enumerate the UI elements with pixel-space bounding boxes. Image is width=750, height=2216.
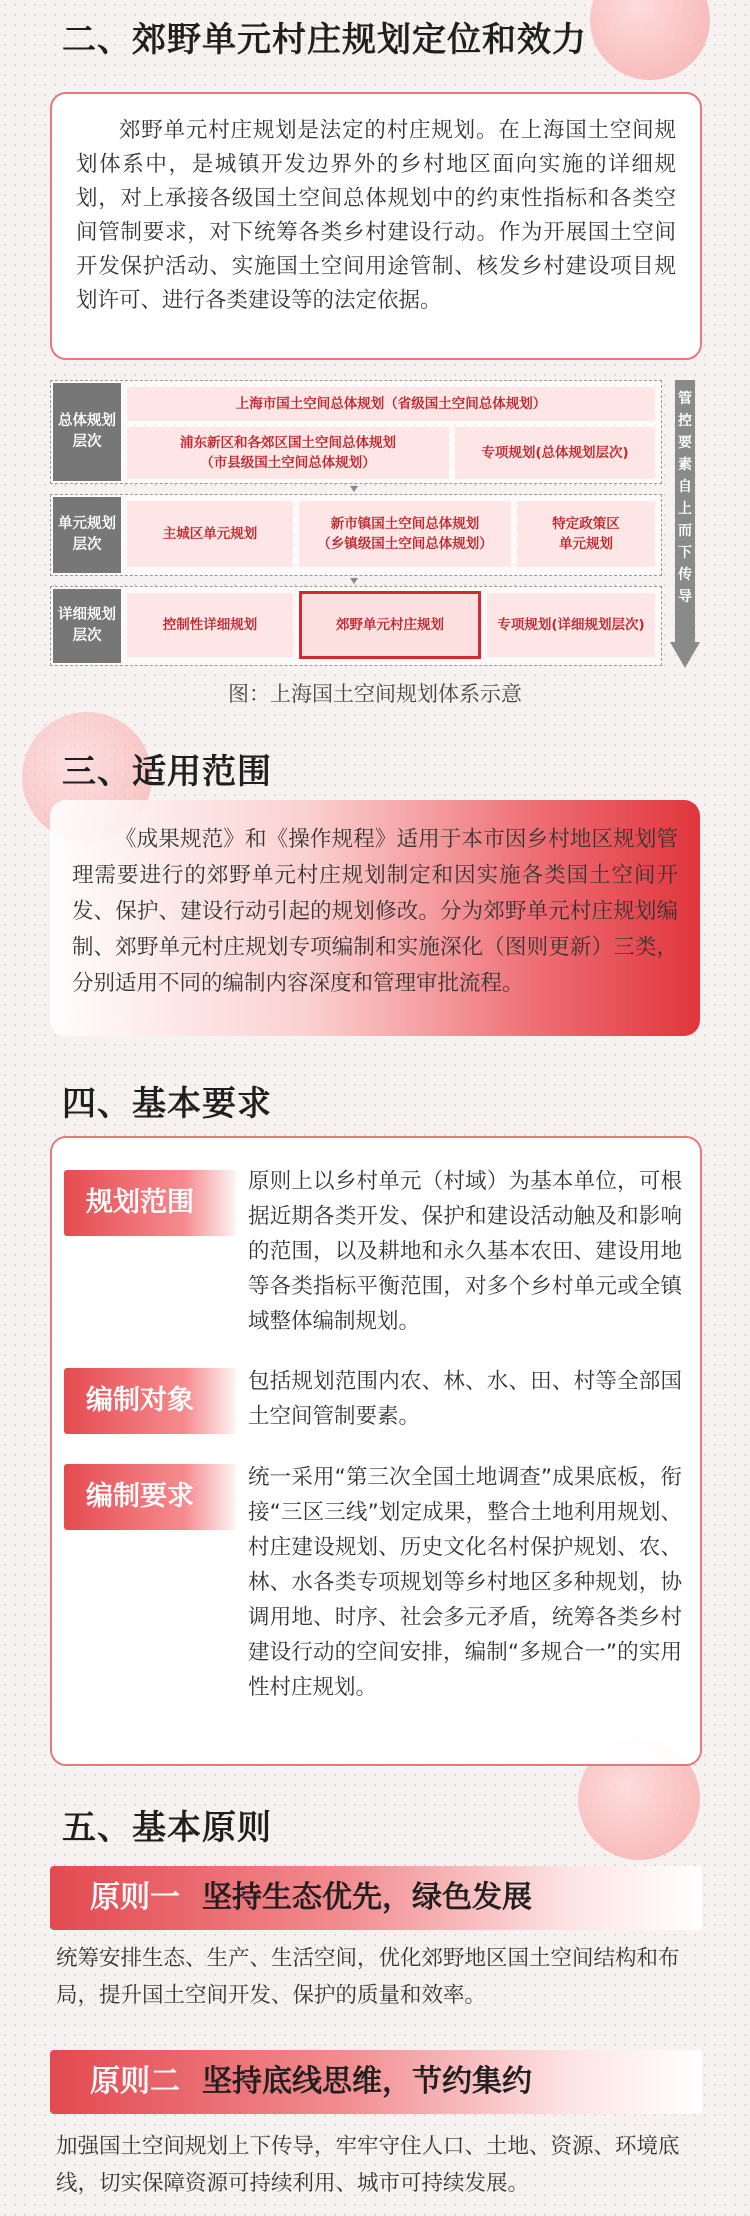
tier-unit-label: 单元规划层次 <box>53 497 121 573</box>
cell-new-town-plan <box>299 501 511 567</box>
cell-district-line1: 浦东新区和各郊区国土空间总体规划 <box>180 435 396 451</box>
cell-special-policy-line1: 特定政策区 <box>552 516 620 532</box>
side-arrow-text: 管控要素自上而下传导 <box>678 391 692 605</box>
cell-special-plan-detailed: 专项规划(详细规划层次) <box>487 593 655 657</box>
cell-shanghai-master-plan: 上海市国土空间总体规划（省级国土空间总体规划） <box>127 387 655 421</box>
section2-title: 二、郊野单元村庄规划定位和效力 <box>62 20 587 60</box>
principle1-banner <box>50 1866 702 1930</box>
down-arrow-1 <box>350 486 358 492</box>
cell-special-policy-line2: 单元规划 <box>559 536 613 552</box>
section4-title: 四、基本要求 <box>62 1084 272 1124</box>
cell-special-plan-overall: 专项规划(总体规划层次) <box>455 427 655 479</box>
diagram-caption: 图：上海国土空间规划体系示意 <box>228 682 522 706</box>
req-text-scope: 原则上以乡村单元（村域）为基本单位，可根据近期各类开发、保护和建设活动触及和影响的范围，以及耕地和永久基本农田、建设用地等各类指标平衡范围，对多个乡村单元或全镇域整体编制规划。 <box>248 1169 682 1334</box>
planning-system-diagram <box>50 376 702 674</box>
section4-box <box>50 1136 702 1766</box>
section3-box <box>50 800 700 1036</box>
principle2-title: 坚持底线思维，节约集约 <box>202 2064 532 2099</box>
cell-special-policy-zone <box>517 501 655 567</box>
req-label-requirements: 编制要求 <box>64 1464 236 1530</box>
cell-new-town-line2: （乡镇级国土空间总体规划） <box>317 536 493 552</box>
cell-main-city-unit: 主城区单元规划 <box>127 501 293 567</box>
section2-box <box>50 92 702 360</box>
tier-unit <box>50 494 662 576</box>
section3-title: 三、适用范围 <box>62 752 272 792</box>
tier-detailed-label: 详细规划层次 <box>53 589 121 663</box>
section5-title: 五、基本原则 <box>62 1808 272 1848</box>
principle2-banner <box>50 2050 702 2114</box>
cell-new-town-line1: 新市镇国土空间总体规划 <box>330 516 480 532</box>
tier-detailed <box>50 586 662 666</box>
req-text-object: 包括规划范围内农、林、水、田、村等全部国土空间管制要素。 <box>248 1369 682 1429</box>
decor-circle-top-right <box>590 0 710 80</box>
section2-paragraph: 郊野单元村庄规划是法定的村庄规划。在上海国土空间规划体系中，是城镇开发边界外的乡村地区面向实施的详细规划，对上承接各级国土空间总体规划中的约束性指标和各类空间管制要求，对下统筹各类乡村建设行动。作为开展国土空间开发保护活动、实施国土空间用途管制、核发乡村建设项目规划许可、进行各类建设等的法定依据。 <box>76 118 676 313</box>
section3-paragraph: 《成果规范》和《操作规程》适用于本市因乡村地区规划管理需要进行的郊野单元村庄规划制定和因实施各类国土空间开发、保护、建设行动引起的规划修改。分为郊野单元村庄规划编制、郊野单元村庄规划专项编制和实施深化（图则更新）三类，分别适用不同的编制内容深度和管理审批流程。 <box>72 827 678 996</box>
cell-regulatory-detailed: 控制性详细规划 <box>127 593 293 657</box>
control-transmission-arrow <box>670 380 700 670</box>
principle1-num: 原则一 <box>90 1880 180 1915</box>
side-arrow-head <box>670 642 700 668</box>
cell-district-line2: （市县级国土空间总体规划） <box>200 455 376 471</box>
tier-overall <box>50 380 662 484</box>
cell-suburban-village-plan: 郊野单元村庄规划 <box>299 591 481 659</box>
principle2-text: 加强国土空间规划上下传导，牢牢守住人口、土地、资源、环境底线，切实保障资源可持续利用、城市可持续发展。 <box>56 2134 680 2196</box>
req-label-object: 编制对象 <box>64 1368 236 1434</box>
cell-district-master-plan <box>127 427 449 479</box>
tier-overall-label: 总体规划层次 <box>53 383 121 481</box>
principle1-text: 统筹安排生态、生产、生活空间，优化郊野地区国土空间结构和布局，提升国土空间开发、保护的质量和效率。 <box>56 1946 680 2008</box>
req-label-scope: 规划范围 <box>64 1170 236 1236</box>
principle1-title: 坚持生态优先，绿色发展 <box>202 1880 532 1915</box>
down-arrow-2 <box>350 578 358 584</box>
req-text-requirements: 统一采用“第三次全国土地调查”成果底板，衔接“三区三线”划定成果，整合土地利用规划、村庄建设规划、历史文化名村保护规划、农、林、水各类专项规划等乡村地区多种规划，协调用地、时序、社会多元矛盾，统筹各类乡村建设行动的空间安排，编制“多规合一”的实用性村庄规划。 <box>248 1465 682 1700</box>
principle2-num: 原则二 <box>90 2064 180 2099</box>
